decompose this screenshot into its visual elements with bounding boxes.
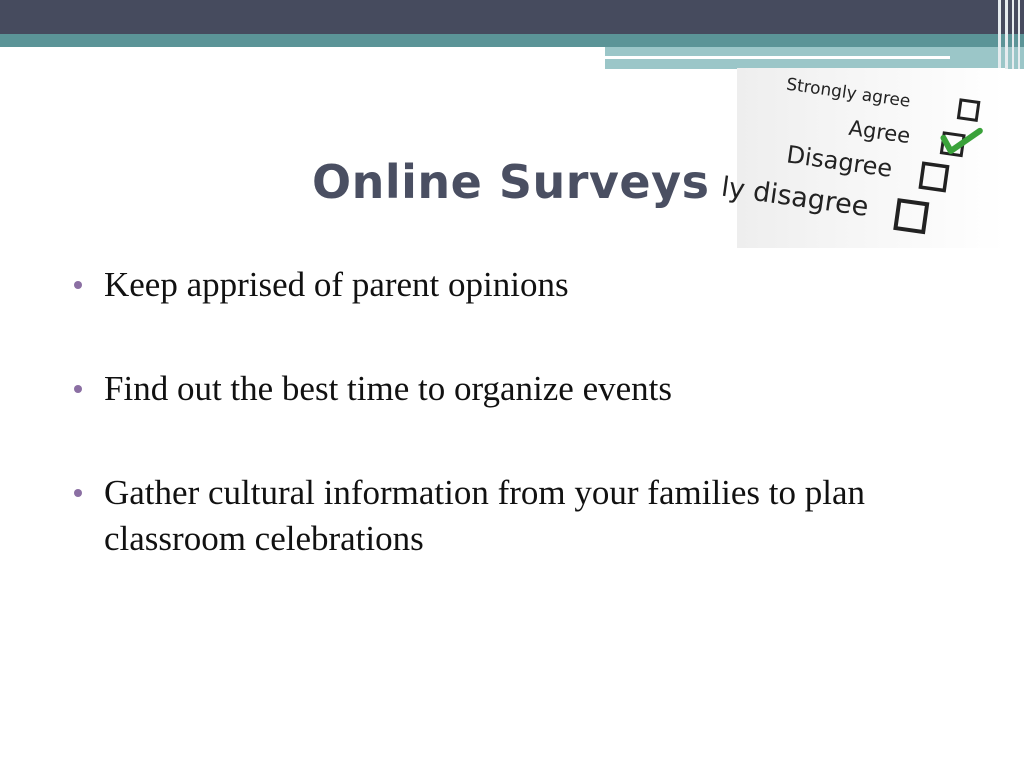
bullet-text: Keep apprised of parent opinions	[104, 265, 569, 304]
bullet-item	[74, 470, 954, 562]
bullet-item	[74, 262, 954, 308]
survey-option-agree: Agree	[847, 115, 912, 149]
survey-checklist-image	[719, 68, 1005, 248]
bullet-item	[74, 366, 954, 412]
survey-option-strongly-disagree: ly disagree	[719, 171, 871, 223]
header-bar	[0, 0, 1024, 34]
survey-option-disagree: Disagree	[784, 140, 895, 183]
header-corner-stripes	[994, 0, 1024, 69]
bullet-text: Find out the best time to organize events	[104, 369, 672, 408]
header-accent-band	[0, 34, 1024, 47]
bullet-dot-icon	[74, 489, 82, 497]
survey-option-strongly-agree: Strongly agree	[785, 74, 912, 112]
bullet-dot-icon	[74, 385, 82, 393]
bullet-dot-icon	[74, 281, 82, 289]
header-divider-line	[605, 56, 950, 59]
slide-title: Online Surveys	[312, 155, 710, 209]
bullet-list	[74, 262, 954, 620]
bullet-text: Gather cultural information from your families to plan classroom celebrations	[104, 473, 866, 558]
